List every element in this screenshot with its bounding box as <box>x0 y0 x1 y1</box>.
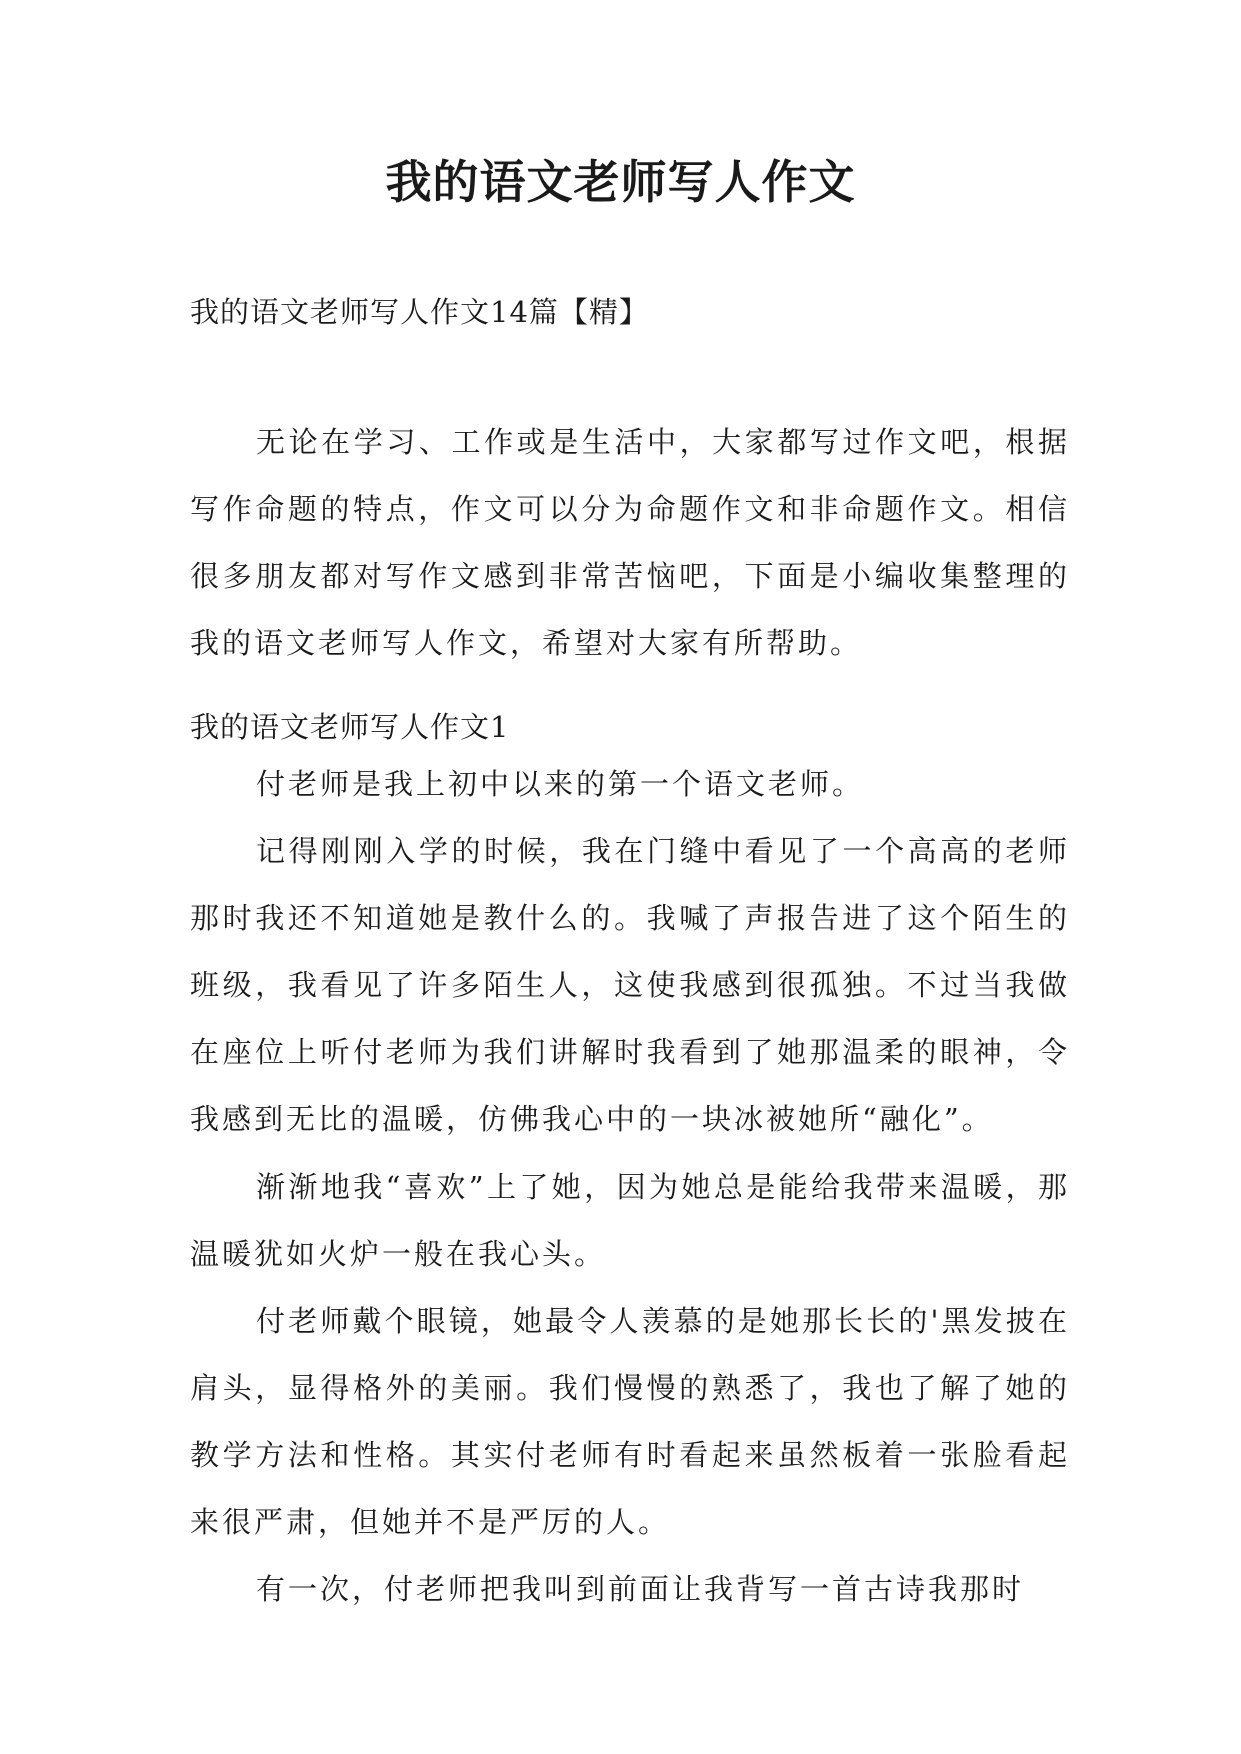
document-subtitle: 我的语文老师写人作文14篇【精】 <box>190 295 649 329</box>
body-paragraph: 有一次，付老师把我叫到前面让我背写一首古诗我那时 <box>256 1572 1025 1606</box>
body-paragraph: 渐渐地我“喜欢”上了她，因为她总是能给我带来温暖，那温暖犹如火炉一般在我心头。 <box>190 1170 1070 1271</box>
body-paragraph: 付老师是我上初中以来的第一个语文老师。 <box>256 767 865 801</box>
body-paragraph: 付老师戴个眼镜，她最令人羡慕的是她那长长的'黑发披在肩头，显得格外的美丽。我们慢慢的熟悉了，我也了解了她的教学方法和性格。其实付老师有时看起来虽然板着一张脸看起来很严肃，但她并不是严厉的人。 <box>190 1304 1070 1539</box>
intro-paragraph: 无论在学习、工作或是生活中，大家都写过作文吧，根据写作命题的特点，作文可以分为命题作文和非命题作文。相信很多朋友都对写作文感到非常苦恼吧，下面是小编收集整理的我的语文老师写人作文，希望对大家有所帮助。 <box>190 425 1070 660</box>
body-paragraph: 记得刚刚入学的时候，我在门缝中看见了一个高高的老师那时我还不知道她是教什么的。我喊了声报告进了这个陌生的班级，我看见了许多陌生人，这使我感到很孤独。不过当我做在座位上听付老师为我们讲解时我看到了她那温柔的眼神，令我感到无比的温暖，仿佛我心中的一块冰被她所“融化”。 <box>190 834 1070 1136</box>
document-title: 我的语文老师写人作文 <box>385 155 856 209</box>
section-heading-1: 我的语文老师写人作文1 <box>190 710 510 744</box>
